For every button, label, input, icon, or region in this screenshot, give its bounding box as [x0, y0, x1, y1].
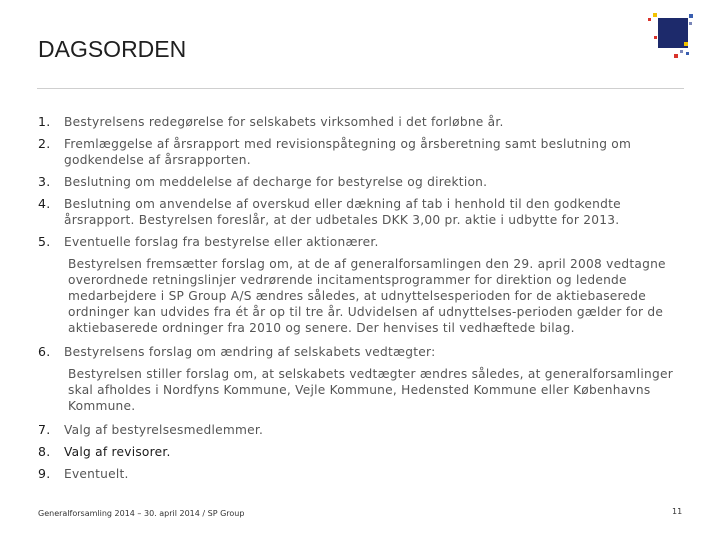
item-text: Beslutning om anvendelse af overskud eller dækning af tab i henhold til den godkendte årsrapport. Bestyrelsen foreslår, at der udbetales DKK 3,00 pr. aktie i udbytte for 2013.: [64, 197, 621, 227]
item-text: Bestyrelsens forslag om ændring af selskabets vedtægter:: [64, 345, 436, 359]
agenda-item: [38, 174, 678, 190]
item-text: Bestyrelsens redegørelse for selskabets virksomhed i det forløbne år.: [64, 115, 504, 129]
item-number: 6.: [38, 344, 51, 359]
item-number: 3.: [38, 174, 51, 189]
item-number: 4.: [38, 196, 51, 211]
item-6-note: Bestyrelsen stiller forslag om, at selskabets vedtægter ændres således, at generalforsamlinger skal afholdes i Nordfyns Kommune, Vejle Kommune, Hedensted Kommune eller Københavns Kommune.: [68, 367, 673, 413]
item-text: Eventuelle forslag fra bestyrelse eller aktionærer.: [64, 235, 379, 249]
item-text: Fremlæggelse af årsrapport med revisionspåtegning og årsberetning samt beslutning om godkendelse af årsrapporten.: [64, 137, 632, 167]
title-divider: [37, 88, 684, 89]
agenda-item: [38, 466, 678, 482]
item-number: 5.: [38, 234, 51, 249]
item-5-note: Bestyrelsen fremsætter forslag om, at de af generalforsamlingen den 29. april 2008 vedtagne overordnede retningslinjer vedrørende incitamentsprogrammer for direktion og ledende medarbejdere i SP Group A/S ændres således, at udnyttelsesperioden for de aktiebaserede ordninger kan udvides fra ét år op til tre år. Udvidelsen af udnyttelses-perioden gælder for de aktiebaserede ordninger fra 2010 og senere. Der henvises til vedhæftede bilag.: [68, 257, 666, 335]
item-text: Eventuelt.: [64, 467, 129, 481]
page-title: DAGSORDEN: [38, 36, 187, 62]
item-text: Beslutning om meddelelse af decharge for bestyrelse og direktion.: [64, 175, 488, 189]
agenda-item: [38, 196, 678, 228]
agenda-item: [38, 344, 678, 360]
agenda-item: [38, 422, 678, 438]
agenda-list: [38, 114, 678, 482]
item-number: 1.: [38, 114, 51, 129]
agenda-item: [38, 114, 678, 130]
item-number: 8.: [38, 444, 51, 459]
item-text: Valg af bestyrelsesmedlemmer.: [64, 423, 264, 437]
item-text: Valg af revisorer.: [64, 445, 171, 459]
agenda-item: [38, 444, 678, 460]
sp-group-logo: [640, 10, 696, 60]
agenda-item: [38, 234, 678, 250]
agenda-item: [38, 136, 678, 168]
footer-text: Generalforsamling 2014 – 30. april 2014 / SP Group: [38, 509, 245, 518]
item-number: 7.: [38, 422, 51, 437]
item-number: 9.: [38, 466, 51, 481]
page-number: 11: [672, 507, 683, 516]
item-number: 2.: [38, 136, 51, 151]
